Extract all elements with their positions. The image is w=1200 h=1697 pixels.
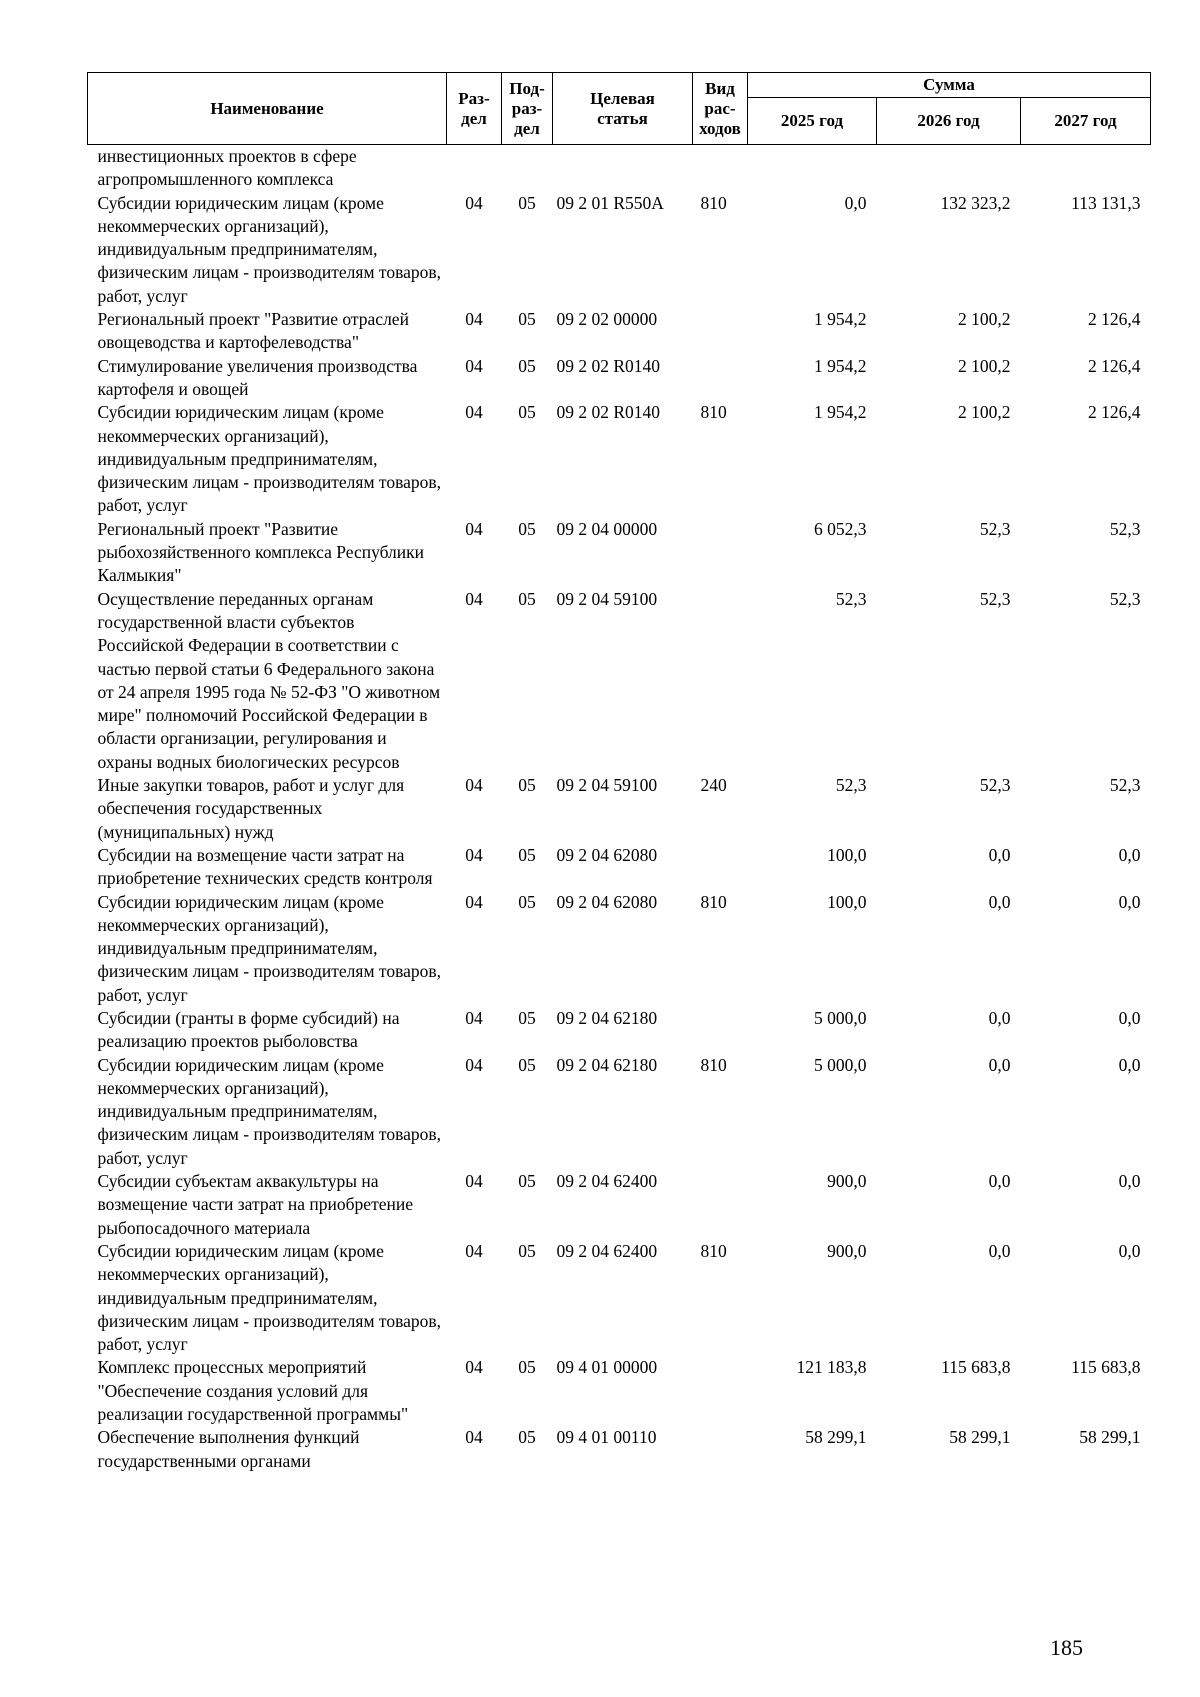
cell-sum-2025: 52,3 (835, 775, 867, 796)
header-year-2027: 2027 год (1021, 98, 1151, 145)
cell-name: Субсидии на возмещение части затрат на приобретение технических средств контроля (97, 844, 433, 889)
table-row (88, 1356, 1151, 1426)
cell-sum-2025 (748, 145, 877, 192)
cell-name: Субсидии юридическим лицам (кроме некоммерческих организаций), индивидуальным предпринимателям, физическим лицам - производителям товаров, работ, услуг (97, 1054, 442, 1168)
cell-name: Субсидии юридическим лицам (кроме некоммерческих организаций), индивидуальным предпринимателям, физическим лицам - производителям товаров, работ, услуг (97, 891, 442, 1005)
cell-sum-2026: 0,0 (988, 1007, 1011, 1028)
cell-podrazdel: 05 (518, 1171, 536, 1192)
cell-razdel: 04 (465, 1007, 483, 1028)
cell-article: 09 2 04 00000 (556, 518, 658, 539)
cell-sum-2027: 52,3 (1109, 518, 1141, 539)
cell-vid: 810 (700, 402, 727, 423)
cell-podrazdel: 05 (518, 775, 536, 796)
table-row (88, 355, 1151, 402)
cell-name: Осуществление переданных органам государственной власти субъектов Российской Федерации в соответствии с частью первой статьи 6 Федерального закона от 24 апреля 1995 года № 52-ФЗ "О животном мире" полномочий Российской Федерации в области организации, регулирования и охраны водных биологических ресурсов (97, 588, 441, 772)
cell-sum-2026: 0,0 (988, 891, 1011, 912)
cell-sum-2025: 58 299,1 (805, 1427, 867, 1448)
cell-podrazdel: 05 (518, 588, 536, 609)
cell-podrazdel: 05 (518, 1240, 536, 1261)
cell-sum-2026: 2 100,2 (958, 355, 1011, 376)
cell-vid: 240 (700, 775, 727, 796)
cell-sum-2027: 0,0 (1118, 1240, 1141, 1261)
cell-article: 09 2 04 62400 (556, 1171, 658, 1192)
cell-podrazdel: 05 (518, 355, 536, 376)
cell-article: 09 2 04 62180 (556, 1007, 658, 1028)
cell-article: 09 2 04 62180 (556, 1054, 658, 1075)
cell-sum-2025: 1 954,2 (814, 355, 867, 376)
cell-razdel: 04 (465, 309, 483, 330)
cell-sum-2025: 52,3 (835, 588, 867, 609)
cell-vid (693, 145, 748, 192)
cell-name: Региональный проект "Развитие рыбохозяйственного комплекса Республики Калмыкия" (97, 518, 425, 586)
cell-sum-2025: 1 954,2 (814, 402, 867, 423)
cell-sum-2026: 2 100,2 (958, 402, 1011, 423)
cell-vid (693, 844, 748, 891)
table-row (88, 1007, 1151, 1054)
cell-vid: 810 (700, 891, 727, 912)
cell-name: инвестиционных проектов в сфере агропромышленного комплекса (97, 146, 357, 190)
cell-sum-2026: 115 683,8 (941, 1357, 1011, 1378)
cell-podrazdel: 05 (518, 1357, 536, 1378)
header-razdel: Раз- дел (447, 73, 502, 145)
cell-razdel: 04 (465, 891, 483, 912)
header-year-2025: 2025 год (748, 98, 877, 145)
cell-vid (693, 1007, 748, 1054)
cell-name: Субсидии (гранты в форме субсидий) на реализацию проектов рыболовства (97, 1007, 400, 1052)
cell-vid (693, 588, 748, 774)
cell-razdel: 04 (465, 1171, 483, 1192)
cell-razdel: 04 (465, 1357, 483, 1378)
cell-podrazdel: 05 (518, 518, 536, 539)
cell-podrazdel (502, 145, 553, 192)
cell-razdel: 04 (465, 844, 483, 865)
cell-razdel: 04 (465, 355, 483, 376)
cell-article: 09 2 04 62080 (556, 891, 658, 912)
cell-sum-2025: 5 000,0 (814, 1054, 867, 1075)
cell-vid (693, 518, 748, 588)
cell-article: 09 2 02 R0140 (556, 402, 661, 423)
cell-vid (693, 1170, 748, 1240)
cell-sum-2027: 0,0 (1118, 1007, 1141, 1028)
table-header (88, 73, 1151, 145)
cell-sum-2026: 58 299,1 (949, 1427, 1011, 1448)
table-row (88, 844, 1151, 891)
header-vid: Вид рас- ходов (693, 73, 748, 145)
cell-razdel: 04 (465, 588, 483, 609)
cell-sum-2026: 52,3 (979, 518, 1011, 539)
cell-name: Иные закупки товаров, работ и услуг для обеспечения государственных (муниципальных) нужд (97, 775, 405, 842)
cell-article: 09 2 02 R0140 (556, 355, 661, 376)
cell-sum-2026: 132 323,2 (940, 192, 1011, 213)
cell-vid: 810 (700, 192, 727, 213)
header-podrazdel: Под- раз- дел (502, 73, 553, 145)
cell-sum-2025: 5 000,0 (814, 1007, 867, 1028)
cell-sum-2026: 0,0 (988, 1054, 1011, 1075)
table-row (88, 1240, 1151, 1356)
cell-sum-2027: 2 126,4 (1088, 355, 1141, 376)
cell-article: 09 2 01 R550A (556, 192, 664, 213)
cell-razdel: 04 (465, 775, 483, 796)
table-row (88, 891, 1151, 1007)
cell-podrazdel: 05 (518, 844, 536, 865)
cell-podrazdel: 05 (518, 192, 536, 213)
cell-podrazdel: 05 (518, 1054, 536, 1075)
cell-sum-2027: 113 131,3 (1071, 192, 1141, 213)
table-row (88, 1170, 1151, 1240)
budget-table (87, 72, 1151, 1473)
cell-name: Региональный проект "Развитие отраслей овощеводства и картофелеводства" (97, 309, 409, 353)
header-name: Наименование (88, 73, 447, 145)
table-body (88, 145, 1151, 1473)
cell-sum-2025: 100,0 (827, 891, 867, 912)
page-number: 185 (1050, 1635, 1083, 1660)
cell-sum-2027: 52,3 (1109, 588, 1141, 609)
header-sum: Сумма (748, 73, 1151, 98)
cell-sum-2025: 0,0 (844, 192, 867, 213)
cell-sum-2025: 900,0 (827, 1171, 867, 1192)
cell-article: 09 2 04 62400 (556, 1240, 658, 1261)
header-year-2026: 2026 год (877, 98, 1021, 145)
cell-razdel: 04 (465, 192, 483, 213)
cell-name: Субсидии юридическим лицам (кроме некоммерческих организаций), индивидуальным предпринимателям, физическим лицам - производителям товаров, работ, услуг (97, 1240, 442, 1355)
cell-name: Обеспечение выполнения функций государственными органами (97, 1427, 360, 1471)
cell-vid (693, 1356, 748, 1426)
cell-vid: 810 (700, 1054, 727, 1075)
cell-article: 09 4 01 00000 (556, 1357, 658, 1378)
table-row (88, 1426, 1151, 1473)
cell-razdel: 04 (465, 1427, 483, 1448)
cell-sum-2025: 100,0 (827, 844, 867, 865)
cell-podrazdel: 05 (518, 402, 536, 423)
cell-article: 09 2 04 59100 (556, 588, 658, 609)
cell-sum-2025: 6 052,3 (814, 518, 867, 539)
cell-sum-2026 (877, 145, 1021, 192)
cell-name: Субсидии субъектам аквакультуры на возмещение части затрат на приобретение рыбопосадочного материала (97, 1171, 413, 1238)
table-row (88, 774, 1151, 844)
cell-podrazdel: 05 (518, 309, 536, 330)
table-row (88, 145, 1151, 192)
cell-sum-2027: 2 126,4 (1088, 309, 1141, 330)
cell-sum-2027: 52,3 (1109, 775, 1141, 796)
cell-sum-2027: 2 126,4 (1088, 402, 1141, 423)
cell-article: 09 2 04 59100 (556, 775, 658, 796)
cell-sum-2027: 115 683,8 (1071, 1357, 1141, 1378)
cell-razdel: 04 (465, 518, 483, 539)
cell-sum-2025: 121 183,8 (796, 1357, 867, 1378)
cell-razdel (447, 145, 502, 192)
cell-sum-2026: 0,0 (988, 1171, 1011, 1192)
header-article: Целевая статья (553, 73, 693, 145)
cell-sum-2026: 52,3 (979, 588, 1011, 609)
cell-sum-2025: 1 954,2 (814, 309, 867, 330)
cell-article: 09 2 02 00000 (556, 309, 658, 330)
cell-vid (693, 308, 748, 355)
cell-razdel: 04 (465, 1054, 483, 1075)
table-row (88, 588, 1151, 774)
table-row (88, 192, 1151, 308)
cell-sum-2026: 0,0 (988, 1240, 1011, 1261)
cell-name: Субсидии юридическим лицам (кроме некоммерческих организаций), индивидуальным предпринимателям, физическим лицам - производителям товаров, работ, услуг (97, 402, 442, 516)
cell-name: Комплекс процессных мероприятий "Обеспечение создания условий для реализации государственной программы" (97, 1357, 409, 1425)
cell-sum-2027: 0,0 (1118, 844, 1141, 865)
cell-sum-2027: 58 299,1 (1079, 1427, 1141, 1448)
cell-podrazdel: 05 (518, 1427, 536, 1448)
cell-article: 09 2 04 62080 (556, 844, 658, 865)
table-row (88, 1054, 1151, 1170)
cell-sum-2027: 0,0 (1118, 891, 1141, 912)
table-row (88, 308, 1151, 355)
budget-document (87, 72, 1150, 1473)
cell-sum-2025: 900,0 (827, 1240, 867, 1261)
cell-article: 09 4 01 00110 (556, 1427, 657, 1448)
table-row (88, 518, 1151, 588)
cell-vid (693, 355, 748, 402)
cell-sum-2027: 0,0 (1118, 1054, 1141, 1075)
cell-sum-2027 (1021, 145, 1151, 192)
cell-article (553, 145, 693, 192)
cell-sum-2026: 2 100,2 (958, 309, 1011, 330)
cell-podrazdel: 05 (518, 1007, 536, 1028)
cell-name: Субсидии юридическим лицам (кроме некоммерческих организаций), индивидуальным предпринимателям, физическим лицам - производителям товаров, работ, услуг (97, 192, 442, 306)
cell-sum-2026: 0,0 (988, 844, 1011, 865)
cell-name: Стимулирование увеличения производства картофеля и овощей (97, 355, 418, 399)
cell-podrazdel: 05 (518, 891, 536, 912)
cell-sum-2027: 0,0 (1118, 1171, 1141, 1192)
cell-vid (693, 1426, 748, 1473)
cell-sum-2026: 52,3 (979, 775, 1011, 796)
cell-razdel: 04 (465, 1240, 483, 1261)
cell-razdel: 04 (465, 402, 483, 423)
table-row (88, 401, 1151, 517)
cell-vid: 810 (700, 1240, 727, 1261)
